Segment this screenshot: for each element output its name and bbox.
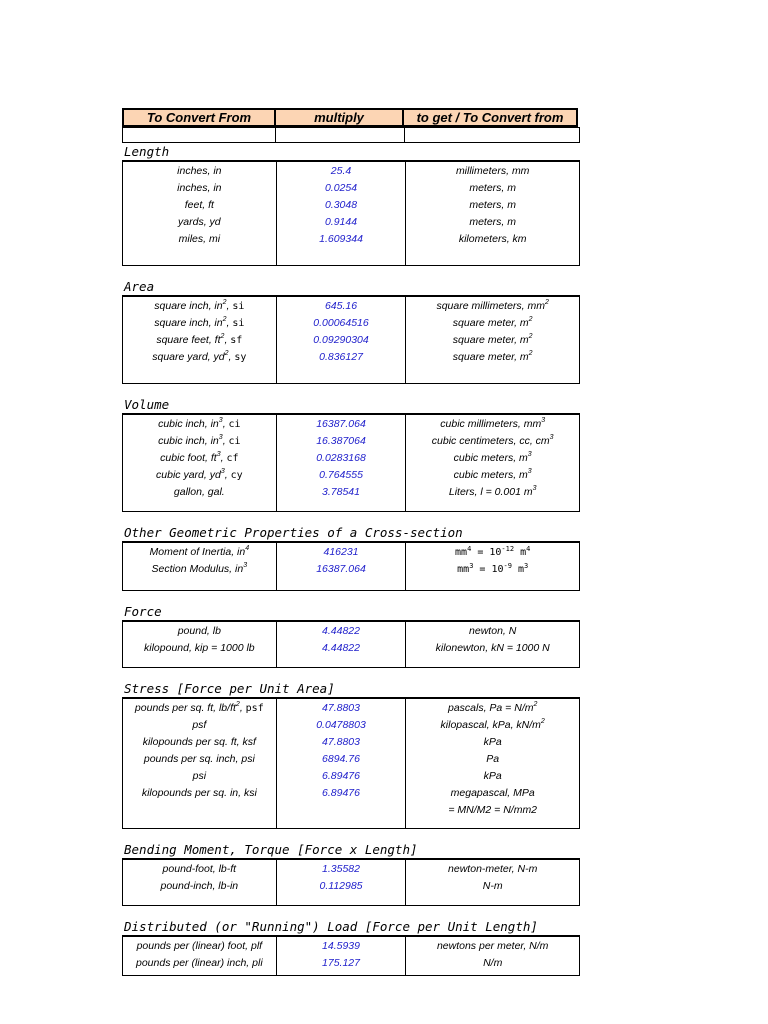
section-body [122, 622, 580, 668]
section-title: Volume [122, 396, 580, 415]
multiplier-value: 0.0478803 [316, 719, 366, 731]
blank-space [123, 895, 276, 905]
multiplier-value: 6.89476 [322, 787, 360, 799]
multiplier-value: 16387.064 [316, 418, 366, 430]
from-unit: inches, in [177, 165, 222, 177]
superscript: -12 [501, 545, 515, 553]
abbreviation: sf [230, 335, 243, 346]
multiplier-value: 25.4 [330, 165, 352, 177]
multiplier-value: 0.09290304 [313, 334, 369, 346]
from-unit: cubic foot, $ft^3$, cf [160, 451, 239, 464]
to-column [406, 699, 580, 828]
abbreviation: cy [230, 470, 243, 481]
blank-space [277, 501, 406, 511]
blank-space [123, 578, 276, 590]
superscript: 4 [245, 545, 250, 552]
to-unit: meters, m [469, 182, 517, 194]
multiplier-column [277, 622, 407, 667]
multiplier-value: 1.35582 [322, 863, 360, 875]
section-title: Other Geometric Properties of a Cross-section [122, 524, 580, 543]
multiplier-value: 6.89476 [322, 770, 360, 782]
to-unit: cubic centimeters, cc, $cm^3$ [431, 434, 554, 447]
multiplier-value: 1.609344 [319, 233, 363, 245]
from-column [123, 162, 277, 265]
section-body [122, 543, 580, 591]
from-unit: pound-foot, lb-ft [162, 863, 237, 875]
blank-cell [404, 127, 580, 143]
superscript: 3 [541, 417, 546, 424]
to-unit: Liters, l = 0.001 $m^3$ [448, 485, 537, 498]
to-unit: cubic meters, $m^3$ [453, 451, 532, 464]
superscript: 3 [527, 468, 532, 475]
abbreviation: ci [228, 436, 241, 447]
superscript: 3 [532, 485, 537, 492]
superscript: 2 [235, 701, 240, 708]
blank-cell [275, 127, 405, 143]
multiplier-value: 416231 [323, 546, 359, 558]
superscript: 3 [549, 434, 554, 441]
to-unit: meters, m [469, 199, 517, 211]
to-unit: cubic millimeters, $mm^3$ [440, 417, 546, 430]
superscript: 2 [540, 718, 545, 725]
section-body [122, 937, 580, 976]
section-body [122, 415, 580, 512]
section-gap [122, 906, 580, 918]
multiplier-column [277, 699, 407, 828]
to-column [406, 162, 580, 265]
section-gap [122, 266, 580, 278]
to-unit: newton-meter, N-m [448, 863, 538, 875]
abbreviation: cf [226, 453, 239, 464]
to-unit: pascals, $Pa = N/m^2$ [447, 701, 538, 714]
blank-space [406, 895, 579, 905]
blank-space [406, 501, 579, 511]
from-unit: square yard, $yd^2$, sy [152, 350, 247, 363]
from-column [123, 415, 277, 511]
from-unit: gallon, gal. [173, 486, 225, 498]
section-title: Distributed (or "Running") Load [Force per Unit Length] [122, 918, 580, 937]
from-column [123, 297, 277, 383]
blank-space [277, 248, 406, 265]
from-column [123, 543, 277, 590]
blank-space [123, 819, 276, 828]
superscript: 3 [220, 468, 225, 475]
to-unit: meters, m [469, 216, 517, 228]
from-unit: kilopound, kip = 1000 lb [144, 642, 255, 654]
header-multiply: multiply [274, 108, 404, 127]
from-unit [123, 802, 276, 819]
from-unit: inches, in [177, 182, 222, 194]
abbreviation: ci [228, 419, 241, 430]
to-column [406, 622, 580, 667]
from-unit: pound-inch, lb-in [160, 880, 239, 892]
to-unit: cubic meters, $m^3$ [453, 468, 532, 481]
blank-space [277, 657, 406, 667]
multiplier-value: 0.112985 [319, 880, 363, 892]
to-unit [406, 544, 579, 561]
section-body [122, 297, 580, 384]
blank-space [406, 657, 579, 667]
multiplier-value: 16387.064 [316, 563, 366, 575]
from-unit: pounds per sq. ft, $lb/ft^2$, psf [134, 701, 264, 714]
multiplier-value: 14.5939 [322, 940, 360, 952]
section-body [122, 860, 580, 906]
to-unit: Pa [486, 753, 500, 765]
blank-space [406, 366, 579, 383]
multiplier-value: 16.387064 [316, 435, 366, 447]
from-unit: psi [192, 770, 207, 782]
from-unit: square feet, $ft^2$, sf [156, 333, 243, 346]
from-unit: feet, ft [184, 199, 214, 211]
blank-space [277, 895, 406, 905]
superscript: 2 [528, 333, 533, 340]
to-unit: N/m [483, 957, 503, 969]
from-unit: square inch, $in^2$, si [154, 299, 245, 312]
section-gap [122, 384, 580, 396]
to-unit: megapascal, MPa [450, 787, 535, 799]
superscript: -9 [503, 562, 512, 570]
multiplier-value: 0.764555 [319, 469, 363, 481]
multiplier-value: 0.0283168 [316, 452, 366, 464]
from-unit: kilopounds per sq. in, ksi [141, 787, 257, 799]
multiplier-column [277, 162, 407, 265]
sections-container [122, 143, 580, 976]
superscript: 4 [467, 545, 472, 553]
from-unit: cubic inch, $in^3$, ci [158, 434, 241, 447]
superscript: 2 [220, 333, 225, 340]
superscript: 2 [222, 316, 227, 323]
section-gap [122, 512, 580, 524]
from-unit: yards, yd [178, 216, 221, 228]
blank-space [406, 578, 579, 590]
header-to-convert-from: To Convert From [122, 108, 276, 127]
from-unit: Moment of Inertia, $in^4$ [149, 545, 250, 558]
multiplier-value: 645.16 [324, 300, 358, 312]
section-body [122, 162, 580, 266]
multiplier-value: 0.0254 [324, 182, 358, 194]
from-unit: cubic yard, $yd^3$, cy [156, 468, 243, 481]
section-title: Bending Moment, Torque [Force x Length] [122, 841, 580, 860]
section-gap [122, 591, 580, 603]
from-unit: pound, lb [177, 625, 221, 637]
section-gap [122, 668, 580, 680]
unit-expression: $mm^4 = 10^{-12}$ $m^4$ [455, 545, 531, 558]
blank-space [123, 657, 276, 667]
multiplier-column [277, 543, 407, 590]
to-unit: kilometers, km [458, 233, 527, 245]
to-column [406, 543, 580, 590]
section-title: Length [122, 143, 580, 162]
abbreviation: sy [234, 352, 247, 363]
multiplier-value: 47.8803 [322, 702, 360, 714]
to-unit: = MN/M2 = N/mm2 [448, 804, 538, 816]
header-to-get: to get / To Convert from [402, 108, 578, 127]
blank-space [123, 501, 276, 511]
from-unit: pounds per (linear) inch, pli [136, 957, 263, 969]
abbreviation: si [232, 318, 245, 329]
to-unit: newton, N [469, 625, 517, 637]
multiplier-value: 3.78541 [322, 486, 360, 498]
blank-header-row [122, 127, 580, 143]
superscript: 2 [545, 299, 549, 306]
blank-space [277, 366, 406, 383]
from-column [123, 622, 277, 667]
section-gap [122, 829, 580, 841]
multiplier-value: 0.836127 [319, 351, 363, 363]
section-title: Force [122, 603, 580, 622]
to-unit: kPa [483, 770, 502, 782]
from-unit: kilopounds per sq. ft, ksf [142, 736, 256, 748]
to-unit: newtons per meter, N/m [436, 940, 549, 952]
superscript: 3 [218, 417, 223, 424]
superscript: 3 [527, 451, 532, 458]
to-unit: kilonewton, kN = 1000 N [435, 642, 550, 654]
to-column [406, 415, 580, 511]
multiplier-value: 0.3048 [324, 199, 358, 211]
section-title: Stress [Force per Unit Area] [122, 680, 580, 699]
to-column [406, 937, 580, 975]
from-unit: pounds per sq. inch, psi [143, 753, 255, 765]
from-unit: psf [192, 719, 207, 731]
conversion-table [122, 108, 580, 976]
abbreviation: psf [245, 703, 264, 714]
superscript: 3 [216, 451, 221, 458]
from-unit: pounds per (linear) foot, plf [136, 940, 263, 952]
superscript: 4 [526, 545, 531, 553]
multiplier-value: 175.127 [322, 957, 360, 969]
to-column [406, 860, 580, 905]
superscript: 2 [222, 299, 227, 306]
from-unit: Section Modulus, $in^3$ [151, 562, 248, 575]
to-unit [406, 561, 579, 578]
multiplier-column [277, 860, 407, 905]
from-column [123, 937, 277, 975]
to-unit: square millimeters, $mm^2$ [436, 299, 549, 312]
multiplier-value: 4.44822 [322, 642, 360, 654]
from-column [123, 860, 277, 905]
superscript: 3 [243, 562, 248, 569]
blank-space [277, 972, 406, 975]
from-column [123, 699, 277, 828]
to-unit: N-m [482, 880, 503, 892]
to-unit: square meter, $m^2$ [452, 350, 533, 363]
superscript: 3 [218, 434, 223, 441]
abbreviation: si [232, 301, 245, 312]
multiplier-value: 0.00064516 [313, 317, 369, 329]
superscript: 2 [224, 350, 229, 357]
blank-space [277, 578, 406, 590]
blank-space [406, 248, 579, 265]
from-unit: square inch, $in^2$, si [154, 316, 245, 329]
table-header [122, 108, 580, 127]
to-unit: kilopascal, kPa, $kN/m^2$ [440, 718, 545, 731]
section-body [122, 699, 580, 829]
superscript: 2 [528, 316, 533, 323]
blank-space [406, 972, 579, 975]
section-title: Area [122, 278, 580, 297]
multiplier-column [277, 415, 407, 511]
multiplier-value: 4.44822 [322, 625, 360, 637]
blank-space [123, 972, 276, 975]
multiplier-value: 0.9144 [324, 216, 358, 228]
multiplier-value: 6894.76 [322, 753, 360, 765]
blank-cell [122, 127, 276, 143]
to-unit: millimeters, mm [455, 165, 530, 177]
from-unit: cubic inch, $in^3$, ci [158, 417, 241, 430]
blank-space [123, 366, 276, 383]
to-unit: square meter, $m^2$ [452, 316, 533, 329]
multiplier-value [277, 802, 406, 819]
to-unit: kPa [483, 736, 502, 748]
multiplier-column [277, 297, 407, 383]
superscript: 2 [528, 350, 533, 357]
blank-space [277, 819, 406, 828]
to-column [406, 297, 580, 383]
superscript: 3 [469, 562, 474, 570]
from-unit: miles, mi [178, 233, 221, 245]
blank-space [123, 248, 276, 265]
superscript: 3 [524, 562, 529, 570]
multiplier-column [277, 937, 407, 975]
multiplier-value: 47.8803 [322, 736, 360, 748]
to-unit: square meter, $m^2$ [452, 333, 533, 346]
blank-space [406, 819, 579, 828]
superscript: 2 [533, 701, 538, 708]
unit-expression: $mm^3 = 10^{-9}$ $m^3$ [457, 562, 529, 575]
